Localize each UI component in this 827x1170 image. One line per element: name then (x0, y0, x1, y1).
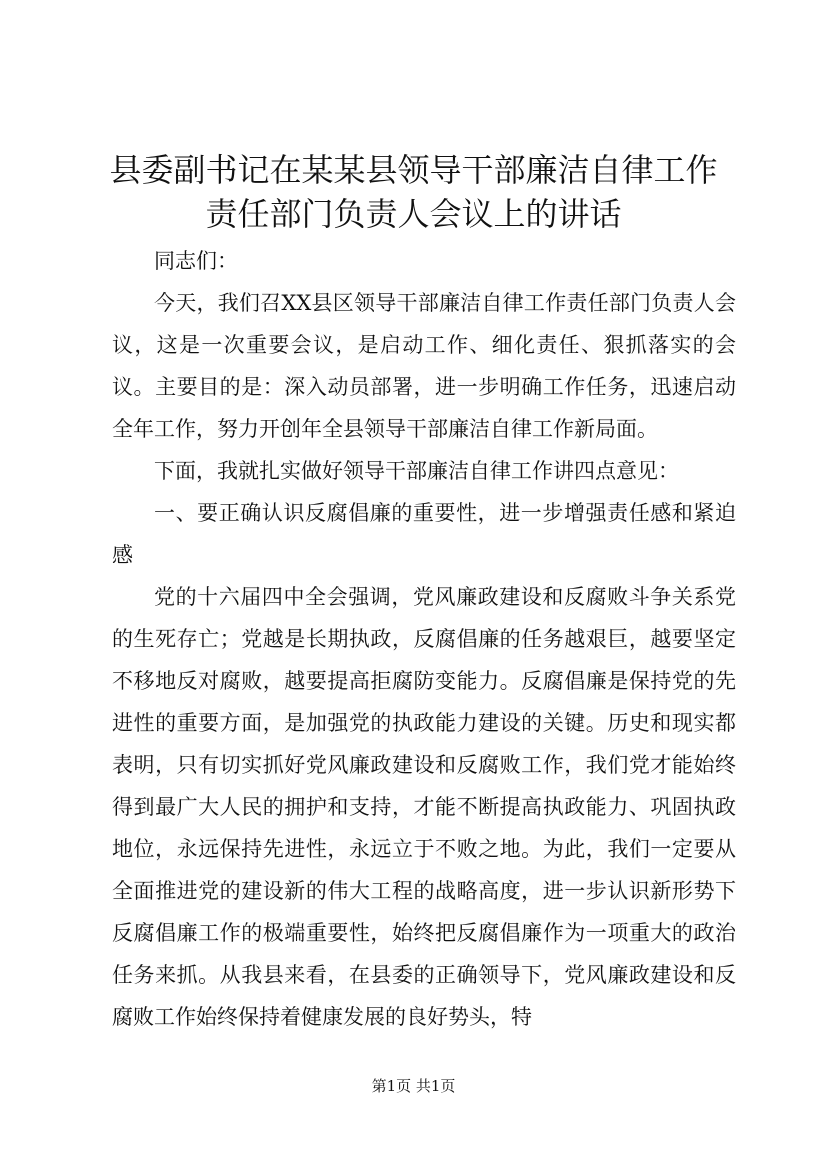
paragraph-intro: 今天，我们召XX县区领导干部廉洁自律工作责任部门负责人会议，这是一次重要会议，是启动工作、细化责任、狠抓落实的会议。主要目的是：深入动员部署，进一步明确工作任务，迅速启动全年工作，努力开创年全县领导干部廉洁自律工作新局面。 (112, 291, 736, 441)
paragraph-section-1: 党的十六届四中全会强调，党风廉政建设和反腐败斗争关系党的生死存亡；党越是长期执政，反腐倡廉的任务越艰巨，越要坚定不移地反对腐败，越要提高拒腐防变能力。反腐倡廉是保持党的先进性的重要方面，是加强党的执政能力建设的关键。历史和现实都表明，只有切实抓好党风廉政建设和反腐败工作，我们党才能始终得到最广大人民的拥护和支持，才能不断提高执政能力、巩固执政地位，永远保持先进性，永远立于不败之地。为此，我们一定要从全面推进党的建设新的伟大工程的战略高度，进一步认识新形势下反腐倡廉工作的极端重要性，始终把反腐倡廉作为一项重大的政治任务来抓。从我县来看，在县委的正确领导下，党风廉政建设和反腐败工作始终保持着健康发展的良好势头，特 (112, 585, 736, 1029)
document-body (112, 240, 736, 1038)
paragraph-outline: 下面，我就扎实做好领导干部廉洁自律工作讲四点意见： (154, 459, 679, 483)
page-footer: 第1页 共1页 (371, 1077, 456, 1095)
section-heading-1: 一、要正确认识反腐倡廉的重要性，进一步增强责任感和紧迫感 (112, 501, 736, 567)
document-title: 县委副书记在某某县领导干部廉洁自律工作责任部门负责人会议上的讲话 (109, 151, 718, 233)
salutation: 同志们： (154, 249, 238, 273)
